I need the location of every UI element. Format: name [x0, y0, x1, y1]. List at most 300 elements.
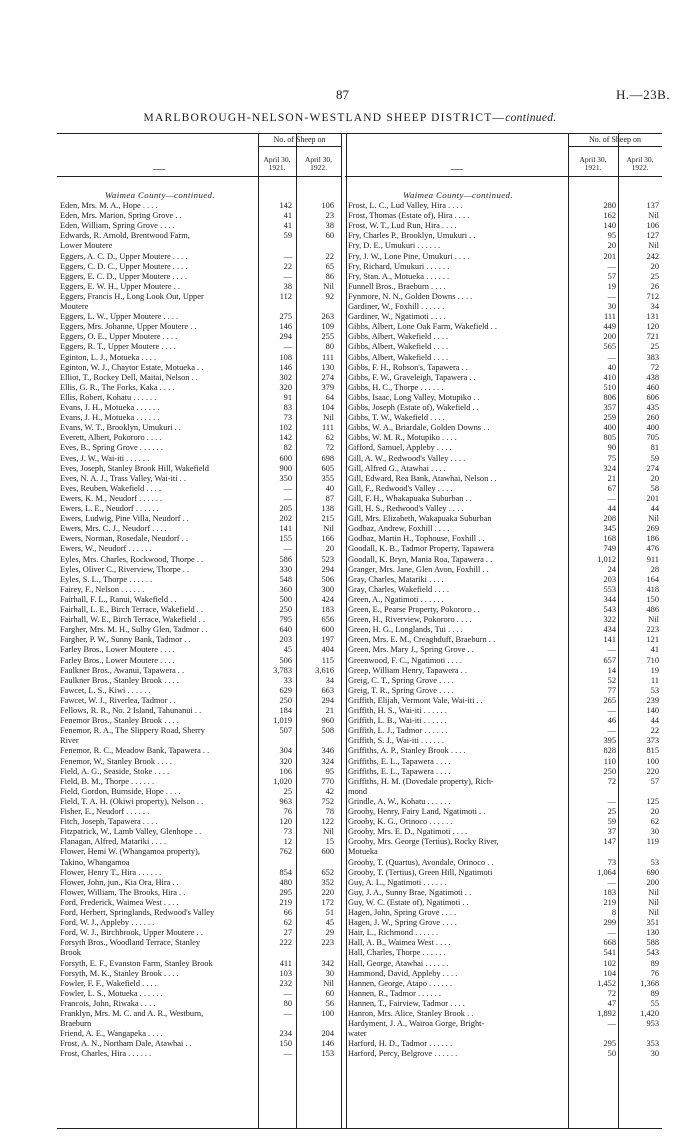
sheep-1921: 1,892	[597, 1009, 616, 1018]
table-row	[57, 666, 341, 676]
sheep-1921: 80	[283, 998, 292, 1008]
sheep-1922: 53	[650, 685, 659, 695]
sheep-1922: 260	[646, 413, 659, 423]
sheep-1922: 26	[650, 281, 659, 291]
sheep-1922: 45	[325, 918, 334, 928]
owner-name: Grooby, Mrs. E. D., Ngatimoti . . . .	[348, 827, 468, 837]
sheep-1922: 89	[650, 988, 659, 998]
sheep-1922: 20	[325, 544, 334, 554]
table-row	[57, 595, 341, 605]
sheep-1921: 102	[279, 423, 292, 433]
sheep-1922: 201	[646, 493, 659, 503]
sheep-1922: 81	[650, 443, 659, 453]
sheep-1921: 250	[279, 695, 292, 705]
owner-name: Eves, Joseph, Stanley Brook Hill, Wakefield	[60, 463, 209, 473]
sheep-1922: 100	[646, 756, 659, 766]
group-header: No. of Sheep on	[273, 135, 326, 144]
owner-name: Green, H., Riverview, Pokororo . . . .	[348, 615, 472, 625]
table-row	[57, 252, 341, 262]
owner-name: Evans, W. T., Brooklyn, Umukuri . .	[60, 423, 181, 433]
sheep-1922: 23	[325, 211, 334, 221]
sheep-1922: 58	[650, 483, 659, 493]
sheep-1921: 20	[607, 241, 616, 251]
sheep-1921: 50	[607, 1049, 616, 1059]
table-row	[57, 1029, 341, 1039]
sheep-1922: 64	[325, 392, 334, 402]
sheep-1921: 208	[603, 514, 616, 524]
sheep-1921: 22	[283, 261, 292, 271]
sheep-1921: 275	[279, 312, 292, 322]
col2-header: April 30, 1922.	[304, 155, 333, 172]
sheep-1922: 146	[321, 1039, 334, 1049]
sheep-1921: 265	[603, 695, 616, 705]
owner-name: Green, Mrs. E. M., Creaghduff, Braeburn . .	[348, 635, 496, 645]
owner-name: Farley Bros., Lower Moutere . . . .	[60, 655, 175, 665]
table-row	[57, 231, 341, 241]
table-row	[345, 888, 662, 898]
sheep-1921: 62	[283, 918, 292, 928]
table-row	[345, 1019, 662, 1029]
sheep-1921: 395	[603, 736, 616, 746]
sheep-1922: 486	[646, 605, 659, 614]
sheep-1922: 183	[321, 605, 334, 614]
sheep-1922: Nil	[648, 211, 659, 221]
table-row	[57, 565, 341, 575]
sheep-1921: 295	[279, 887, 292, 897]
owner-name: Fenemor, R. A., The Slippery Road, Sherry	[60, 726, 205, 736]
owner-name: Eggers, L. W., Upper Moutere . . . .	[60, 312, 179, 322]
owner-name: Green, A., Ngatimoti . . . . . .	[348, 594, 444, 604]
left-table	[57, 134, 341, 1128]
sheep-1922: 3,616	[315, 665, 334, 675]
sheep-1922: 92	[325, 291, 334, 301]
owner-name: Frost, Thomas (Estate of), Hira . . . .	[348, 211, 470, 221]
sheep-1921: 44	[607, 504, 616, 513]
owner-name: Fitch, Joseph, Tapawera . . . .	[60, 817, 158, 827]
owner-name: Guy, W. C. (Estate of), Ngatimoti . .	[348, 897, 469, 907]
table-row	[57, 221, 341, 231]
table-row	[345, 605, 662, 615]
owner-name: Ellis, G. R., The Forks, Kaka . . . .	[60, 382, 175, 392]
sheep-1922: 239	[646, 695, 659, 705]
table-row	[345, 777, 662, 787]
sheep-1921: 805	[603, 433, 616, 443]
sheep-1921: 345	[603, 524, 616, 534]
owner-name: Eggers, Francis H., Long Look Out, Upper	[60, 291, 204, 301]
owner-name: Gill, Edward, Rea Bank, Atawhai, Nelson . .	[348, 473, 497, 483]
table-row	[57, 272, 341, 282]
sheep-1922: 76	[650, 968, 659, 978]
table-row	[345, 413, 662, 423]
owner-name: Funnell Bros., Braeburn . . . .	[348, 281, 446, 291]
table-row	[57, 979, 341, 989]
table-row	[345, 767, 662, 777]
owner-name: Grooby, Henry, Fairy Land, Ngatimoti . .	[348, 807, 486, 816]
sheep-1922: 186	[646, 534, 659, 544]
table-row	[57, 858, 341, 868]
sheep-1922: 153	[321, 1049, 334, 1059]
sheep-1922: 652	[321, 867, 334, 877]
table-row	[57, 484, 341, 494]
table-row	[57, 767, 341, 777]
owner-name: Everett, Albert, Pokororo . . . .	[60, 433, 162, 443]
table-row	[57, 716, 341, 726]
sheep-1922: 38	[325, 221, 334, 231]
sheep-1921: —	[607, 726, 616, 736]
sheep-1922: 121	[646, 635, 659, 645]
owner-name: Elliot, T., Rockey Dell, Maitai, Nelson . .	[60, 372, 198, 382]
sheep-1921: 553	[603, 584, 616, 594]
owner-name: Gifford, Samuel, Appleby . . . .	[348, 443, 452, 453]
sheep-1921: 295	[603, 1039, 616, 1049]
owner-name: Ewers, L. E., Neudorf . . . . . .	[60, 504, 159, 513]
table-row	[345, 504, 662, 514]
table-row	[57, 332, 341, 342]
sheep-1921: 330	[279, 564, 292, 574]
owner-name: Hall, A. B., Waimea West . . . .	[348, 938, 451, 948]
table-row	[345, 918, 662, 928]
owner-name: Fenemor, W., Stanley Brook . . . .	[60, 756, 172, 766]
sheep-1921: 47	[607, 998, 616, 1008]
owner-name: Ford, W. J., Birchbrook, Upper Moutere . .	[60, 928, 203, 938]
sheep-1921: 141	[279, 524, 292, 534]
table-row	[57, 403, 341, 413]
owner-name: Gill, A. W., Redwood's Valley . . . .	[348, 453, 466, 463]
sheep-1921: 657	[603, 655, 616, 665]
table-row	[345, 494, 662, 504]
owner-name: Fisher, E., Neudorf . . . . . .	[60, 807, 150, 816]
owner-name: Grindle, A. W., Kohatu . . . . . .	[348, 796, 451, 806]
table-row	[57, 635, 341, 645]
table-row	[57, 1019, 341, 1029]
sheep-1922: 28	[650, 564, 659, 574]
table-row	[57, 989, 341, 999]
sheep-1921: 434	[603, 625, 616, 635]
owner-name: Frost, W. T., Lud Run, Hira . . . .	[348, 221, 457, 231]
table-row	[57, 837, 341, 847]
sheep-1922: 476	[646, 544, 659, 554]
sheep-1921: 201	[603, 251, 616, 261]
owner-name: Grooby, T. (Tertius), Green Hill, Ngatimoti	[348, 867, 493, 877]
sheep-1922: 600	[321, 847, 334, 857]
table-row	[345, 403, 662, 413]
sheep-1921: 46	[607, 716, 616, 726]
table-row	[345, 938, 662, 948]
owner-name: Brook	[60, 948, 81, 958]
sheep-1922: 1,420	[640, 1009, 659, 1018]
table-row	[57, 302, 341, 312]
table-row	[345, 868, 662, 878]
sheep-1922: 56	[325, 998, 334, 1008]
table-row	[345, 686, 662, 696]
table-row	[345, 524, 662, 534]
owner-name: Griffiths, H. M. (Dovedale property), Rich-	[348, 776, 494, 786]
sheep-1922: 127	[646, 231, 659, 241]
owner-name: Lower Moutere	[60, 241, 113, 251]
table-row	[345, 999, 662, 1009]
owner-name: Ford, Herbert, Springlands, Redwood's Valley	[60, 908, 215, 917]
sheep-1921: 1,452	[597, 978, 616, 988]
sheep-1922: 721	[646, 332, 659, 342]
sheep-1921: 146	[279, 322, 292, 332]
table-row	[345, 898, 662, 908]
owner-name: Grooby, T. (Quartus), Avondale, Orinoco . .	[348, 857, 494, 867]
sheep-1921: 294	[279, 332, 292, 342]
sheep-1922: Nil	[648, 615, 659, 625]
sheep-1922: Nil	[323, 281, 334, 291]
sheep-1922: 60	[325, 988, 334, 998]
sheep-1921: 142	[279, 433, 292, 443]
sheep-1922: 435	[646, 403, 659, 412]
sheep-1921: 104	[603, 968, 616, 978]
owner-name: Eves, J. W., Wai-iti . . . . . .	[60, 453, 150, 463]
owner-name: Eggers, E. C. D., Upper Moutere . . . .	[60, 271, 187, 281]
sheep-1922: 460	[646, 382, 659, 392]
sheep-1921: 234	[279, 1029, 292, 1039]
sheep-1922: Nil	[648, 241, 659, 251]
table-row	[57, 938, 341, 948]
owner-name: Green, H. G., Longlands, Tui . . . .	[348, 625, 463, 635]
owner-name: Fairey, F., Nelson . . . . . .	[60, 584, 145, 594]
owner-name: Frost, A. N., Northam Dale, Atawhai . .	[60, 1039, 192, 1049]
table-row	[345, 1009, 662, 1019]
sheep-1922: 53	[650, 857, 659, 867]
owner-name: Ewers, K. M., Neudorf . . . . . .	[60, 493, 163, 503]
table-row	[57, 878, 341, 888]
table-row	[345, 757, 662, 767]
sheep-1921: —	[283, 251, 292, 261]
owner-name: Eyles, Oliver C., Riverview, Thorpe . .	[60, 564, 190, 574]
owner-name: Eden, Mrs. M. A., Hope . . . .	[60, 201, 158, 210]
table-row	[345, 544, 662, 554]
sheep-1921: 108	[279, 352, 292, 362]
sheep-1922: 115	[321, 655, 334, 665]
owner-name: Fry, Charles P., Brooklyn, Umukuri . .	[348, 231, 476, 241]
table-row	[345, 393, 662, 403]
sheep-1922: 220	[646, 766, 659, 776]
owner-name: Gibbs, Albert, Lone Oak Farm, Wakefield . .	[348, 322, 497, 332]
sheep-1921: 806	[603, 392, 616, 402]
table-row	[345, 373, 662, 383]
table-row	[345, 383, 662, 393]
sheep-1921: 232	[279, 978, 292, 988]
owner-name: Fairhall, W. E., Birch Terrace, Wakefield . .	[60, 615, 205, 625]
sheep-1922: 342	[321, 958, 334, 968]
sheep-1922: 30	[325, 968, 334, 978]
owner-name: Field, B. M., Thorpe . . . . . .	[60, 776, 155, 786]
table-row	[345, 231, 662, 241]
owner-name: Grooby, Mrs. George (Tertius), Rocky River,	[348, 837, 499, 847]
owner-name: Guy, J. A., Sunny Brae, Ngatimoti . .	[348, 887, 472, 897]
table-row	[57, 433, 341, 443]
table-row	[57, 353, 341, 363]
owner-name: Flanagan, Alfred, Matariki . . . .	[60, 837, 167, 847]
owner-name: Motueka	[348, 847, 378, 857]
sheep-1921: 1,019	[273, 716, 292, 726]
table-row	[345, 201, 662, 211]
table-row	[345, 252, 662, 262]
sheep-1921: 400	[603, 423, 616, 433]
table-row	[345, 847, 662, 857]
table-row	[345, 797, 662, 807]
owner-name: Flower, John, jun., Kia Ora, Hira . .	[60, 877, 179, 887]
sheep-1922: 25	[650, 342, 659, 352]
table-row	[57, 888, 341, 898]
sheep-1921: —	[283, 1049, 292, 1059]
owner-name: Field, T. A. H. (Okiwi property), Nelson . .	[60, 796, 204, 806]
rule	[345, 176, 662, 177]
table-row	[345, 292, 662, 302]
owner-name: Ford, Frederick, Waimea West . . . .	[60, 897, 179, 907]
owner-name: Greep, William Henry, Tapawera . .	[348, 665, 467, 675]
sheep-1922: 51	[325, 908, 334, 917]
sheep-1921: 76	[283, 807, 292, 816]
sheep-1922: 22	[325, 251, 334, 261]
sheep-1921: —	[607, 1019, 616, 1029]
owner-name: Eden, William, Spring Grove . . . .	[60, 221, 175, 231]
sheep-1921: 59	[607, 817, 616, 827]
owner-name: Greenwood, F. C., Ngatimoti . . . .	[348, 655, 463, 665]
sheep-1921: 299	[603, 918, 616, 928]
owner-name: Gibbs, F. W., Graveleigh, Tapawera . .	[348, 372, 476, 382]
owner-name: Hair, L., Richmond . . . . . .	[348, 928, 439, 938]
sheep-1922: 15	[325, 837, 334, 847]
owner-name: Gardiner, W., Ngatimoti . . . .	[348, 312, 446, 322]
sheep-1921: 67	[607, 483, 616, 493]
sheep-1921: 106	[279, 766, 292, 776]
owner-name: Gill, Alfred G., Atawhai . . . .	[348, 463, 446, 473]
sheep-1922: 65	[325, 261, 334, 271]
table-row	[345, 645, 662, 655]
owner-name: Hall, Charles, Thorpe . . . . . .	[348, 948, 446, 958]
table-row	[345, 433, 662, 443]
owner-name: Flower, Henry T., Hira . . . . . .	[60, 867, 162, 877]
sheep-1922: 78	[325, 807, 334, 816]
table-row	[57, 555, 341, 565]
owner-name: Fry, J. W., Lone Pine, Umukuri . . . .	[348, 251, 470, 261]
owner-name: Evans, J. H., Motueka . . . . . .	[60, 413, 160, 423]
owner-name: Gibbs, W. A., Briardale, Golden Downs . .	[348, 423, 490, 433]
table-row	[345, 332, 662, 342]
owner-name: Fairhall, F. L., Ranui, Wakefield . .	[60, 594, 177, 604]
sheep-1921: 111	[604, 312, 616, 322]
table-row	[57, 847, 341, 857]
sheep-1921: 854	[279, 867, 292, 877]
owner-name: Hagen, John, Spring Grove . . . .	[348, 908, 457, 917]
table-row	[57, 999, 341, 1009]
owner-name: Forsyth Bros., Woodland Terrace, Stanley	[60, 938, 201, 948]
table-row	[57, 292, 341, 302]
table-row	[345, 989, 662, 999]
sheep-1921: —	[607, 352, 616, 362]
owner-name: Gill, F., Redwood's Valley . . . .	[348, 483, 453, 493]
owner-name: Griffiths, E. L., Tapawera . . . .	[348, 756, 451, 766]
sheep-1922: 242	[646, 251, 659, 261]
owner-name: Granger, Mrs. Jane, Glen Avon, Foxhill . .	[348, 564, 489, 574]
sheep-1921: 95	[607, 231, 616, 241]
sheep-1921: 59	[283, 231, 292, 241]
sheep-1921: 222	[279, 938, 292, 948]
table-row	[57, 787, 341, 797]
sheep-1921: 25	[607, 807, 616, 816]
owner-name: Fenemor Bros., Stanley Brook . . . .	[60, 716, 179, 726]
table-row	[345, 484, 662, 494]
sheep-1922: 137	[646, 201, 659, 210]
sheep-1922: 606	[646, 392, 659, 402]
name-column-header: —	[451, 161, 463, 175]
sheep-1921: 184	[279, 706, 292, 715]
table-row	[57, 504, 341, 514]
sheep-1922: 106	[646, 221, 659, 231]
owner-name: Eves, N. A. J., Trass Valley, Wai-iti . .	[60, 473, 186, 483]
table-row	[57, 959, 341, 969]
table-row	[345, 959, 662, 969]
sheep-1922: 953	[646, 1019, 659, 1029]
owner-name: Hammond, David, Appleby . . . .	[348, 968, 458, 978]
sheep-1921: 250	[279, 605, 292, 614]
owner-name: Gibbs, W. M. R., Motupiko . . . .	[348, 433, 457, 443]
sheep-1921: 200	[603, 332, 616, 342]
sheep-1922: 600	[321, 625, 334, 635]
sheep-1922: Nil	[323, 978, 334, 988]
sheep-1921: 203	[603, 574, 616, 584]
owner-name: Braeburn	[60, 1019, 92, 1029]
sheep-1921: 900	[279, 463, 292, 473]
sheep-1922: 57	[650, 776, 659, 786]
sheep-1921: 548	[279, 574, 292, 584]
table-row	[345, 787, 662, 797]
table-row	[345, 928, 662, 938]
owner-name: Eggers, Mrs. Johanne, Upper Moutere . .	[60, 322, 197, 332]
table-row	[57, 383, 341, 393]
table-row	[345, 241, 662, 251]
sheep-1922: 80	[325, 342, 334, 352]
owner-name: Frost, Charles, Hira . . . . . .	[60, 1049, 152, 1059]
table-row	[57, 615, 341, 625]
sheep-1922: 506	[321, 574, 334, 584]
owner-name: Hannen, T., Fairview, Tadmor . . . .	[348, 998, 465, 1008]
owner-name: Hall, George, Atawhai . . . . . .	[348, 958, 449, 968]
sheep-1921: 45	[283, 645, 292, 655]
table-row	[57, 312, 341, 322]
table-row	[345, 827, 662, 837]
sheep-1921: 320	[279, 382, 292, 392]
table-row	[345, 969, 662, 979]
table-row	[345, 454, 662, 464]
owner-name: Ewers, Ludwig, Pine Villa, Neudorf . .	[60, 514, 189, 524]
sheep-1921: 168	[603, 534, 616, 544]
sheep-1922: 690	[646, 867, 659, 877]
owner-name: Griffith, L. J., Tadmor . . . . . .	[348, 726, 448, 736]
owner-name: Francois, John, Riwaka . . . .	[60, 998, 156, 1008]
sheep-1922: Nil	[648, 897, 659, 907]
sheep-1922: 223	[646, 625, 659, 635]
sheep-1922: 72	[650, 362, 659, 372]
col1-header: April 30, 1921.	[263, 155, 291, 172]
table-row	[345, 534, 662, 544]
table-row	[345, 746, 662, 756]
owner-name: Faulkner Bros., Awanui, Tapawera . .	[60, 665, 185, 675]
sheep-1921: 749	[603, 544, 616, 554]
owner-name: Fargher, P. W., Sunny Bank, Tadmor . .	[60, 635, 191, 645]
owner-name: Greig, C. T., Spring Grove . . . .	[348, 675, 454, 685]
table-row	[345, 817, 662, 827]
owner-name: Fynmore, N. N., Golden Downs . . . .	[348, 291, 473, 301]
sheep-1922: 274	[646, 463, 659, 473]
owner-name: Ellis, Robert, Kohatu . . . . . .	[60, 392, 157, 402]
sheep-1922: 373	[646, 736, 659, 746]
table-row	[57, 514, 341, 524]
